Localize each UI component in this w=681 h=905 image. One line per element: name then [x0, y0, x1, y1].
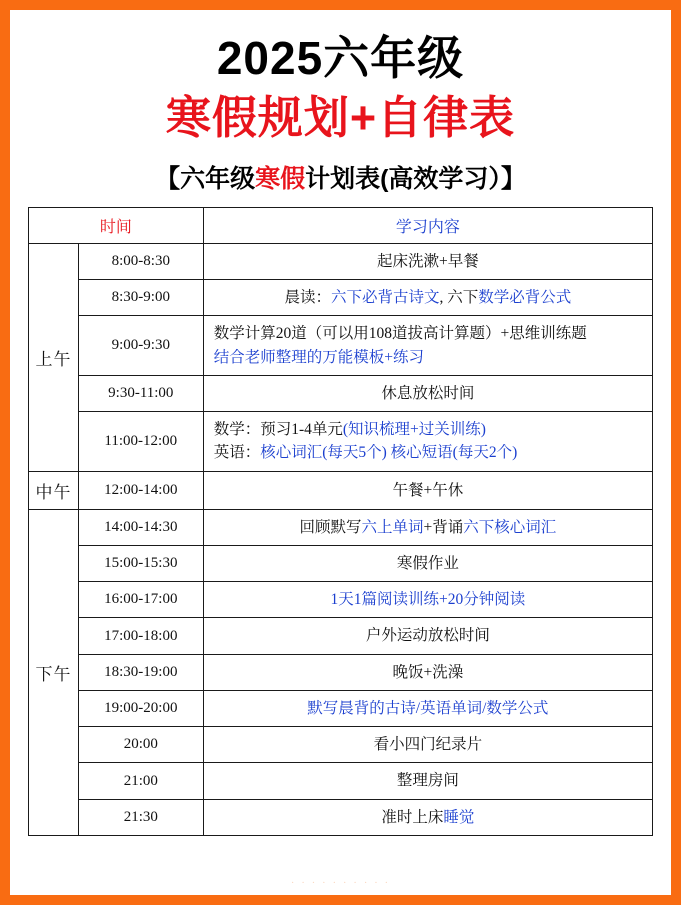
content-cell: [203, 375, 652, 411]
content-segment: 结合老师整理的万能模板+练习: [213, 348, 424, 366]
content-segment: 六上单词: [361, 518, 424, 536]
content-segment: 起床洗漱+早餐: [376, 252, 479, 270]
table-row: [29, 471, 653, 509]
content-segment: 看小四门纪录片: [373, 736, 483, 754]
content-cell: [203, 690, 652, 726]
content-segment: 数学计算20道（可以用108道拔高计算题）+思维训练题: [213, 325, 587, 343]
content-segment: 睡觉: [443, 808, 475, 826]
table-header-row: [29, 207, 653, 243]
time-cell: 9:00-9:30: [78, 316, 203, 376]
time-cell: 16:00-17:00: [78, 582, 203, 618]
daypart-label: 下午: [29, 509, 79, 835]
content-segment: 准时上床: [381, 808, 444, 826]
table-body: [29, 243, 653, 835]
table-row: [29, 654, 653, 690]
content-cell: [203, 727, 652, 763]
content-segment: , 六下: [439, 289, 479, 307]
table-row: [29, 316, 653, 376]
watermark: · · · · · · · · · ·: [290, 877, 391, 889]
table-row: [29, 763, 653, 799]
table-head: [29, 207, 653, 243]
content-line: [214, 322, 646, 345]
content-segment: 六下核心词汇: [463, 518, 557, 536]
content-cell: [203, 280, 652, 316]
page-subtitle: [28, 159, 653, 195]
table-row: [29, 727, 653, 763]
content-cell: [203, 316, 652, 376]
content-cell: [203, 618, 652, 654]
time-cell: 8:30-9:00: [78, 280, 203, 316]
time-cell: 21:30: [78, 799, 203, 835]
table-row: [29, 412, 653, 472]
table-row: [29, 545, 653, 581]
time-cell: 17:00-18:00: [78, 618, 203, 654]
time-cell: 20:00: [78, 727, 203, 763]
content-line: [214, 346, 646, 369]
table-row: [29, 690, 653, 726]
time-cell: 15:00-15:30: [78, 545, 203, 581]
daypart-label: 上午: [29, 243, 79, 471]
column-header-content: 学习内容: [203, 207, 652, 243]
content-segment: 六下必背古诗文: [330, 289, 440, 307]
content-segment: 寒假作业: [396, 554, 459, 572]
content-cell: [203, 412, 652, 472]
content-segment: 整理房间: [396, 772, 459, 790]
table-row: [29, 509, 653, 545]
schedule-table: [28, 207, 653, 836]
content-segment: 数学：预习1-4单元: [213, 421, 343, 439]
page-title-line-1: 2025六年级: [216, 32, 465, 84]
content-segment: 1天1篇阅读训练+20分钟阅读: [330, 591, 526, 609]
document-page: [10, 10, 671, 895]
time-cell: 14:00-14:30: [78, 509, 203, 545]
content-cell: [203, 799, 652, 835]
time-cell: 9:30-11:00: [78, 375, 203, 411]
content-segment: 数学必背公式: [478, 289, 572, 307]
content-segment: 核心词汇(每天5个) 核心短语(每天2个): [260, 444, 518, 462]
table-row: [29, 375, 653, 411]
time-cell: 21:00: [78, 763, 203, 799]
table-row: [29, 243, 653, 279]
content-segment: (知识梳理+过关训练): [342, 421, 486, 439]
table-row: [29, 799, 653, 835]
time-cell: 12:00-14:00: [78, 471, 203, 509]
content-segment: 晚饭+洗澡: [392, 663, 464, 681]
content-cell: [203, 545, 652, 581]
time-cell: 18:30-19:00: [78, 654, 203, 690]
content-segment: 休息放松时间: [381, 384, 475, 402]
content-cell: [203, 471, 652, 509]
table-row: [29, 582, 653, 618]
time-cell: 8:00-8:30: [78, 243, 203, 279]
time-cell: 19:00-20:00: [78, 690, 203, 726]
subtitle-post: 计划表(高效学习）】: [305, 164, 526, 193]
content-segment: 户外运动放松时间: [365, 627, 490, 645]
subtitle-highlight: 寒假: [255, 164, 306, 193]
content-segment: 晨读：: [284, 289, 331, 307]
content-segment: 午餐+午休: [392, 481, 464, 499]
content-cell: [203, 763, 652, 799]
content-cell: [203, 243, 652, 279]
content-segment: 回顾默写: [299, 518, 362, 536]
table-row: [29, 618, 653, 654]
content-cell: [203, 654, 652, 690]
subtitle-pre: 【六年级: [155, 164, 256, 193]
daypart-label: 中午: [29, 471, 79, 509]
content-segment: 默写晨背的古诗/英语单词/数学公式: [307, 699, 549, 717]
content-cell: [203, 582, 652, 618]
content-cell: [203, 509, 652, 545]
content-line: [214, 441, 646, 464]
page-title-line-2: 寒假规划+自律表: [165, 91, 516, 143]
content-segment: 英语：: [213, 444, 261, 462]
time-cell: 11:00-12:00: [78, 412, 203, 472]
table-row: [29, 280, 653, 316]
column-header-time: 时间: [29, 207, 204, 243]
content-segment: +背诵: [423, 518, 464, 536]
content-line: [214, 418, 646, 441]
